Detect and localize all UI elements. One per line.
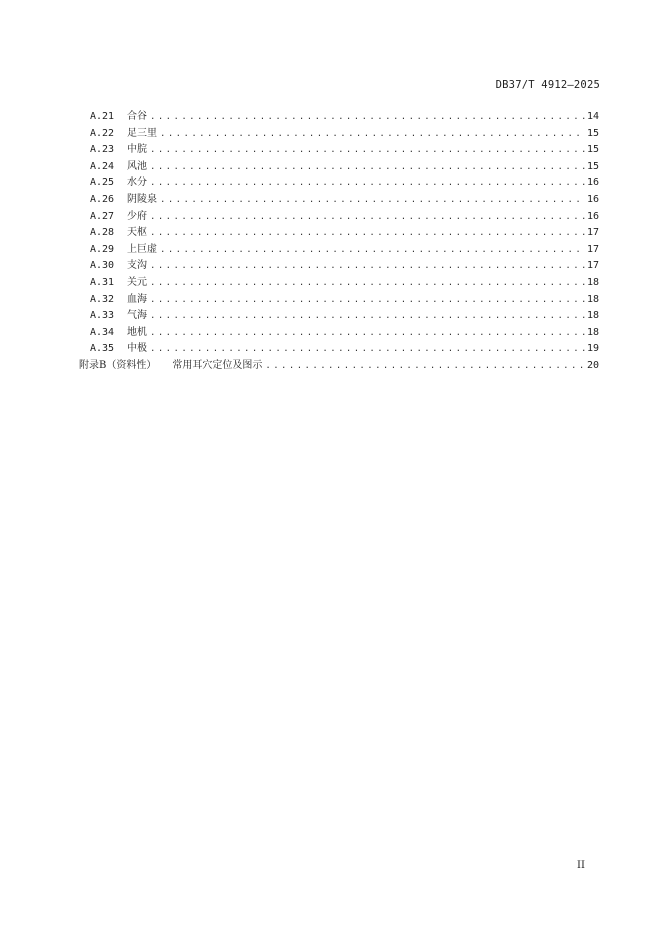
toc-entry[interactable] xyxy=(90,109,599,126)
toc-entry-page: 16 xyxy=(586,177,599,189)
toc-entry[interactable] xyxy=(90,175,599,192)
dot-leader xyxy=(264,358,585,375)
toc-entry-number: A.35 xyxy=(90,343,115,355)
dot-leader xyxy=(149,159,585,176)
dot-leader xyxy=(149,308,585,325)
dot-leader xyxy=(149,142,585,159)
toc-entry[interactable] xyxy=(90,209,599,226)
toc-entry-title: 阴陵泉 xyxy=(127,194,157,205)
toc-entry-title: 水分 xyxy=(127,177,147,189)
toc-entry-title: 中极 xyxy=(127,343,147,355)
dot-leader xyxy=(149,175,585,192)
toc-entry-page: 18 xyxy=(586,326,599,338)
dot-leader xyxy=(159,192,585,209)
toc-entry-title: 中脘 xyxy=(127,144,147,156)
toc-entry-number: A.22 xyxy=(90,127,115,139)
standard-code: DB37/T 4912—2025 xyxy=(495,79,600,91)
toc-entry-title: 合谷 xyxy=(127,111,147,122)
dot-leader xyxy=(149,325,585,342)
toc-entry-page: 18 xyxy=(586,310,599,322)
dot-leader xyxy=(149,225,585,242)
toc-entry-page: 18 xyxy=(586,293,599,305)
toc-entry-number: A.24 xyxy=(90,160,115,172)
toc-entry-page: 17 xyxy=(586,243,599,255)
toc-entry[interactable] xyxy=(90,292,599,309)
dot-leader xyxy=(149,209,585,226)
toc-entry-number: A.31 xyxy=(90,277,115,288)
toc-entry-page: 17 xyxy=(586,260,599,272)
toc-entry[interactable] xyxy=(90,225,599,242)
toc-entry-title: 上巨虚 xyxy=(127,243,157,255)
toc-entry-number: A.28 xyxy=(90,227,115,239)
toc-entry[interactable] xyxy=(90,341,599,358)
toc-entry-number: A.26 xyxy=(90,194,115,205)
toc-entry-page: 14 xyxy=(586,111,599,122)
toc-entry-number: A.27 xyxy=(90,210,115,222)
toc-entry[interactable] xyxy=(90,142,599,159)
toc-entry[interactable] xyxy=(90,308,599,325)
dot-leader xyxy=(149,275,585,292)
page-number: II xyxy=(577,860,585,871)
toc-entry-title: 地机 xyxy=(127,326,147,338)
toc-entry-title: 血海 xyxy=(127,293,147,305)
dot-leader xyxy=(159,126,585,143)
toc-entry-title: 风池 xyxy=(127,160,147,172)
dot-leader xyxy=(149,258,585,275)
annex-title: 常用耳穴定位及图示 xyxy=(172,360,263,371)
toc-entry-page: 15 xyxy=(586,127,599,139)
toc-entry-number: A.33 xyxy=(90,310,115,322)
toc-entry[interactable] xyxy=(90,242,599,259)
toc-entry-number: A.34 xyxy=(90,326,115,338)
toc-entry-title: 少府 xyxy=(127,210,147,222)
toc-entry[interactable] xyxy=(90,159,599,176)
dot-leader xyxy=(149,109,585,126)
toc-entry-number: A.29 xyxy=(90,243,115,255)
toc-entry-number: A.32 xyxy=(90,293,115,305)
toc-entry-title: 气海 xyxy=(127,310,147,322)
dot-leader xyxy=(149,292,585,309)
toc-entry-number: A.25 xyxy=(90,177,115,189)
dot-leader xyxy=(159,242,585,259)
toc-entry-page: 19 xyxy=(586,343,599,355)
toc-entry[interactable] xyxy=(90,258,599,275)
toc-entry-title: 支沟 xyxy=(127,260,147,272)
toc-entry[interactable] xyxy=(90,126,599,143)
dot-leader xyxy=(149,341,585,358)
toc-entry-page: 15 xyxy=(586,160,599,172)
toc-entry[interactable] xyxy=(90,192,599,209)
toc-entry-page: 16 xyxy=(586,210,599,222)
annex-label: 附录B（资料性） xyxy=(79,360,157,371)
toc-entry-page: 16 xyxy=(586,194,599,205)
toc-annex-entry[interactable] xyxy=(79,358,599,375)
toc-entry-title: 天枢 xyxy=(127,227,147,239)
toc-entry-page: 18 xyxy=(586,277,599,288)
toc-entry-title: 足三里 xyxy=(127,127,157,139)
toc-entry[interactable] xyxy=(90,275,599,292)
toc-entry[interactable] xyxy=(90,325,599,342)
toc-entry-number: A.23 xyxy=(90,144,115,156)
toc-entry-page: 15 xyxy=(586,144,599,156)
toc-entry-page: 17 xyxy=(586,227,599,239)
toc-entry-page: 20 xyxy=(586,360,599,371)
toc-entry-title: 关元 xyxy=(127,277,147,288)
toc-entry-number: A.21 xyxy=(90,111,115,122)
toc-entry-number: A.30 xyxy=(90,260,115,272)
